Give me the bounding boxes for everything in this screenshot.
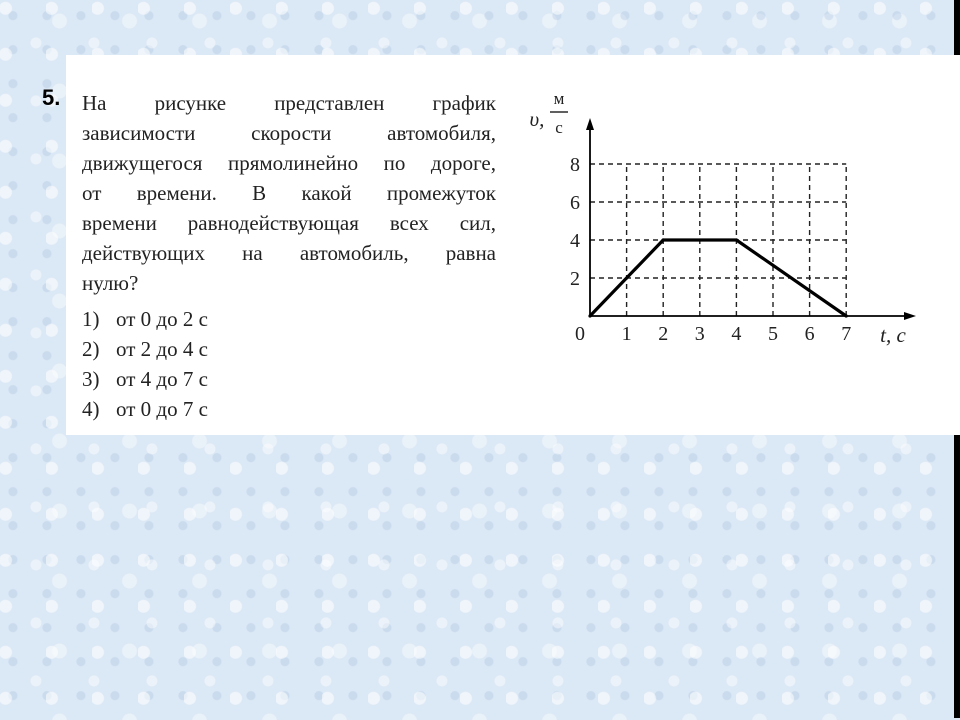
velocity-time-chart (520, 80, 940, 360)
y-tick-label: 8 (570, 154, 580, 176)
answer-option-4[interactable] (82, 394, 208, 424)
y-axis-unit-denominator: с (555, 118, 563, 137)
y-axis-label: υ, (529, 107, 545, 131)
question-number: 5. (42, 85, 61, 110)
question-line: времени равнодействующая всех сил, (82, 211, 496, 235)
x-axis-label: t, с (880, 323, 906, 347)
y-axis-arrow (586, 118, 594, 130)
question-line: движущегося прямолинейно по дороге, (82, 151, 496, 175)
option-number: 3) (82, 367, 100, 391)
question-line: На рисунке представлен график (82, 91, 496, 115)
option-text: от 0 до 2 с (116, 307, 208, 331)
option-number: 2) (82, 337, 100, 361)
data-point (735, 238, 738, 241)
question-line: действующих на автомобиль, равна (82, 241, 496, 265)
question-line: нулю? (82, 271, 139, 295)
y-tick-label: 2 (570, 268, 580, 290)
question-text (82, 88, 496, 298)
question-line: от времени. В какой промежуток (82, 181, 496, 205)
data-point (588, 314, 591, 317)
option-number: 4) (82, 397, 100, 421)
x-tick-label: 5 (768, 323, 778, 345)
answer-options (82, 304, 208, 424)
x-tick-label: 6 (804, 323, 815, 345)
option-text: от 2 до 4 с (116, 337, 208, 361)
answer-option-3[interactable] (82, 364, 208, 394)
data-point (662, 238, 665, 241)
question-line: зависимости скорости автомобиля, (82, 121, 496, 145)
x-tick-label: 2 (658, 323, 669, 345)
x-axis-arrow (904, 312, 916, 320)
x-tick-label: 0 (575, 323, 585, 345)
x-tick-label: 3 (694, 323, 705, 345)
x-tick-label: 7 (841, 323, 852, 345)
data-point (845, 314, 848, 317)
x-tick-label: 1 (621, 323, 632, 345)
option-number: 1) (82, 307, 100, 331)
x-tick-label: 4 (731, 323, 742, 345)
option-text: от 0 до 7 с (116, 397, 208, 421)
answer-option-2[interactable] (82, 334, 208, 364)
option-text: от 4 до 7 с (116, 367, 208, 391)
answer-option-1[interactable] (82, 304, 208, 334)
y-tick-label: 6 (570, 192, 580, 214)
y-axis-unit-numerator: м (553, 89, 565, 108)
y-tick-label: 4 (570, 230, 580, 252)
